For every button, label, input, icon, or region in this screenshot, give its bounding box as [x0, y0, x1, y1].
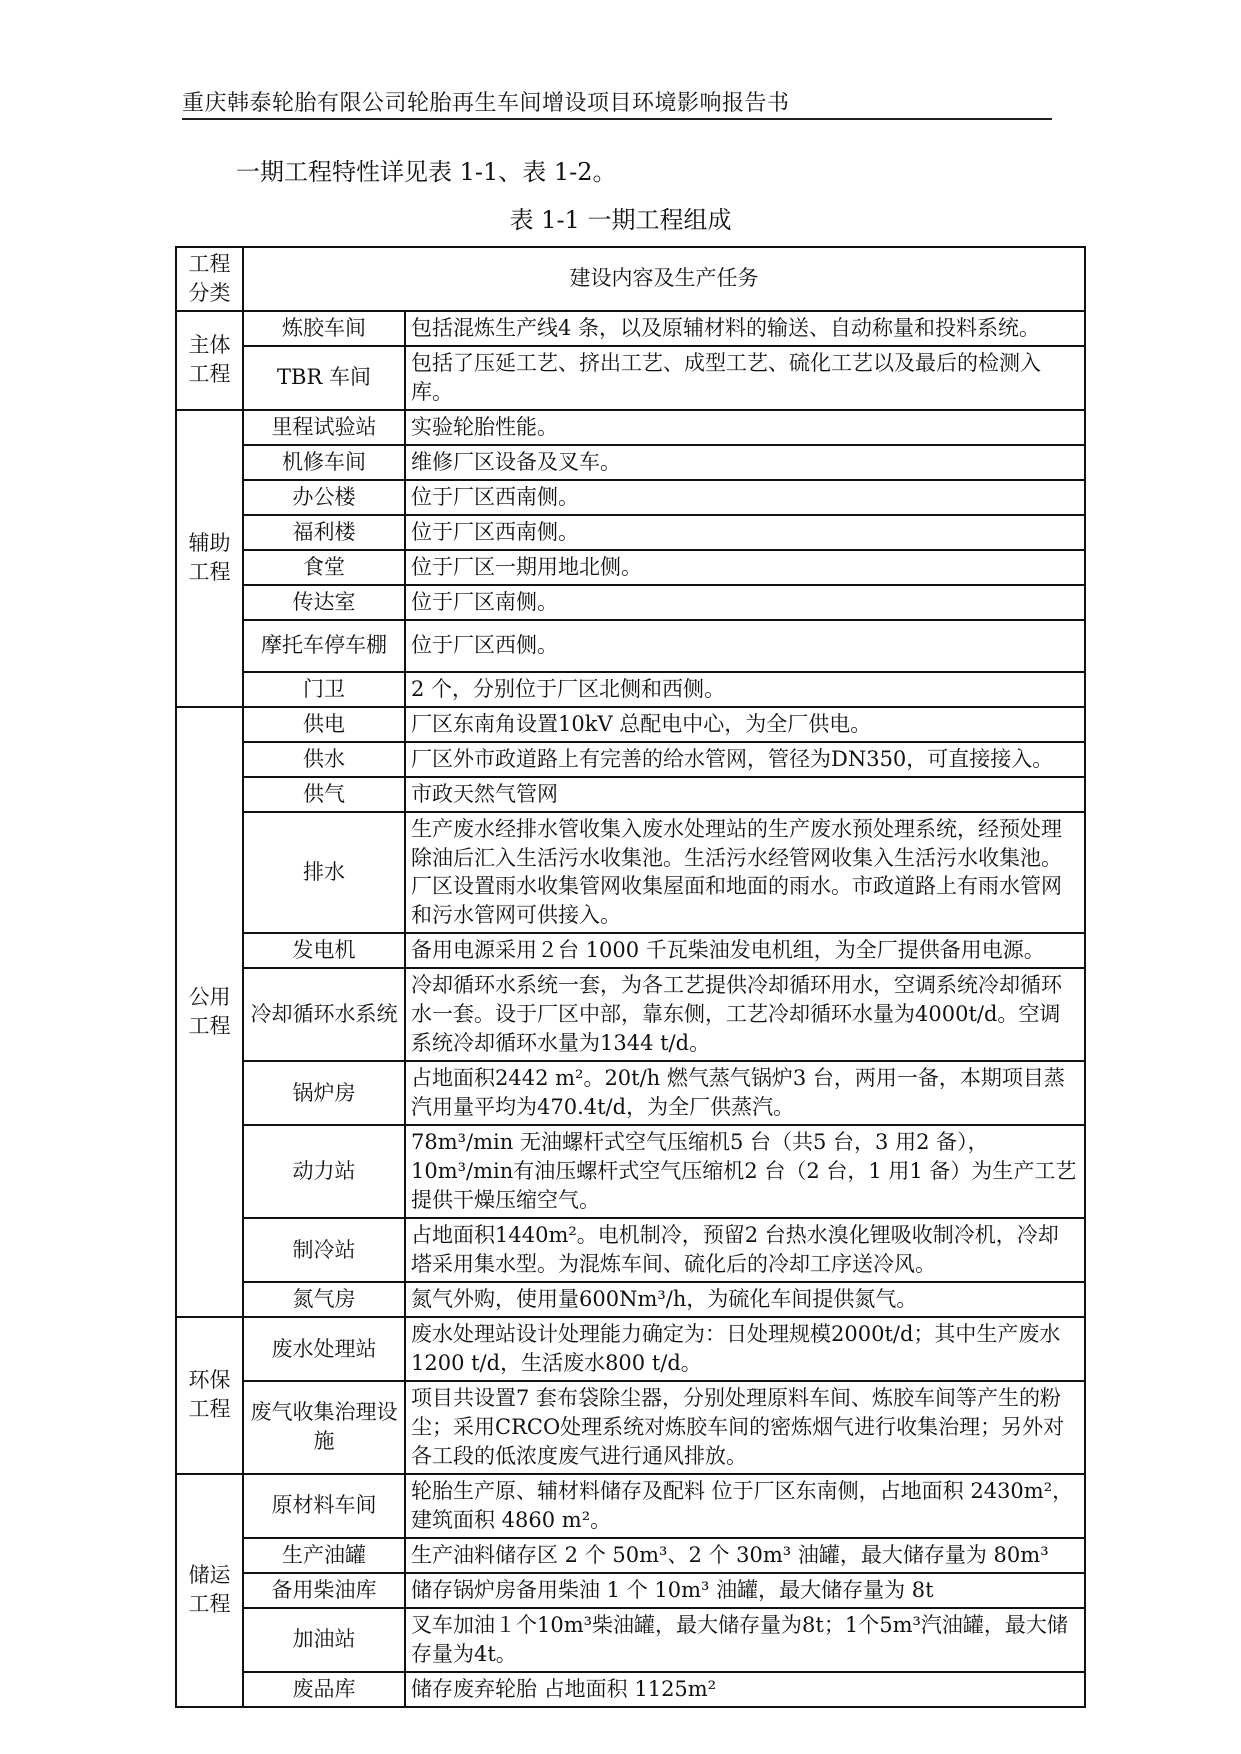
description-cell: 维修厂区设备及叉车。 — [405, 445, 1085, 480]
table-row — [176, 515, 1085, 550]
document-header: 重庆韩泰轮胎有限公司轮胎再生车间增设项目环境影响报告书 — [182, 91, 790, 116]
description-cell: 实验轮胎性能。 — [405, 410, 1085, 445]
table-row — [176, 585, 1085, 620]
item-cell: 备用柴油库 — [243, 1573, 405, 1608]
category-cell: 主体工程 — [176, 311, 243, 410]
category-cell: 环保工程 — [176, 1317, 243, 1474]
description-cell: 位于厂区南侧。 — [405, 585, 1085, 620]
description-cell: 位于厂区西南侧。 — [405, 515, 1085, 550]
item-cell: 传达室 — [243, 585, 405, 620]
table-row — [176, 968, 1085, 1061]
header-content-cell: 建设内容及生产任务 — [243, 247, 1085, 311]
item-cell: TBR 车间 — [243, 346, 405, 410]
item-cell: 废气收集治理设施 — [243, 1381, 405, 1474]
description-cell: 备用电源采用２台 1000 千瓦柴油发电机组，为全厂提供备用电源。 — [405, 933, 1085, 968]
description-cell: 2 个，分别位于厂区北侧和西侧。 — [405, 672, 1085, 707]
description-cell: 厂区外市政道路上有完善的给水管网，管径为DN350，可直接接入。 — [405, 742, 1085, 777]
item-cell: 废水处理站 — [243, 1317, 405, 1381]
table-row — [176, 1672, 1085, 1707]
category-cell: 辅助工程 — [176, 410, 243, 707]
description-cell: 占地面积1440m²。电机制冷，预留2 台热水溴化锂吸收制冷机，冷却塔采用集水型。为混炼车间、硫化后的冷却工序送冷风。 — [405, 1218, 1085, 1282]
table-row — [176, 933, 1085, 968]
description-cell: 包括混炼生产线4 条，以及原辅材料的输送、自动称量和投料系统。 — [405, 311, 1085, 346]
table-row — [176, 410, 1085, 445]
table-row — [176, 707, 1085, 742]
description-cell: 氮气外购，使用量600Nm³/h，为硫化车间提供氮气。 — [405, 1282, 1085, 1317]
item-cell: 里程试验站 — [243, 410, 405, 445]
table-body — [176, 247, 1085, 1707]
description-cell: 包括了压延工艺、挤出工艺、成型工艺、硫化工艺以及最后的检测入库。 — [405, 346, 1085, 410]
description-cell: 位于厂区西侧。 — [405, 620, 1085, 672]
item-cell: 锅炉房 — [243, 1061, 405, 1125]
item-cell: 福利楼 — [243, 515, 405, 550]
table-row — [176, 1317, 1085, 1381]
description-cell: 轮胎生产原、辅材料储存及配料 位于厂区东南侧，占地面积 2430m²，建筑面积 4860 m²。 — [405, 1474, 1085, 1538]
category-cell: 储运工程 — [176, 1474, 243, 1707]
table-row — [176, 311, 1085, 346]
description-cell: 厂区东南角设置10kV 总配电中心，为全厂供电。 — [405, 707, 1085, 742]
category-cell: 公用工程 — [176, 707, 243, 1317]
item-cell: 炼胶车间 — [243, 311, 405, 346]
table-row — [176, 1608, 1085, 1672]
table-row — [176, 672, 1085, 707]
item-cell: 办公楼 — [243, 480, 405, 515]
description-cell: 生产油料储存区 2 个 50m³、2 个 30m³ 油罐，最大储存量为 80m³ — [405, 1538, 1085, 1573]
description-cell: 78m³/min 无油螺杆式空气压缩机5 台（共5 台，3 用2 备），10m³/min有油压螺杆式空气压缩机2 台（2 台，1 用1 备）为生产工艺提供干燥压缩空气。 — [405, 1125, 1085, 1218]
description-cell: 生产废水经排水管收集入废水处理站的生产废水预处理系统，经预处理除油后汇入生活污水收集池。生活污水经管网收集入生活污水收集池。厂区设置雨水收集管网收集屋面和地面的雨水。市政道路上有雨水管网和污水管网可供接入。 — [405, 812, 1085, 934]
table-row — [176, 1061, 1085, 1125]
table-header-row — [176, 247, 1085, 311]
item-cell: 门卫 — [243, 672, 405, 707]
description-cell: 叉车加油１个10m³柴油罐，最大储存量为8t；1个5m³汽油罐，最大储存量为4t。 — [405, 1608, 1085, 1672]
table-row — [176, 1538, 1085, 1573]
description-cell: 占地面积2442 m²。20t/h 燃气蒸气锅炉3 台，两用一备，本期项目蒸汽用量平均为470.4t/d，为全厂供蒸汽。 — [405, 1061, 1085, 1125]
description-cell: 冷却循环水系统一套，为各工艺提供冷却循环用水，空调系统冷却循环水一套。设于厂区中部，靠东侧，工艺冷却循环水量为4000t/d。空调系统冷却循环水量为1344 t/d。 — [405, 968, 1085, 1061]
table-row — [176, 777, 1085, 812]
description-cell: 位于厂区一期用地北侧。 — [405, 550, 1085, 585]
item-cell: 制冷站 — [243, 1218, 405, 1282]
item-cell: 动力站 — [243, 1125, 405, 1218]
description-cell: 项目共设置7 套布袋除尘器，分别处理原料车间、炼胶车间等产生的粉尘；采用CRCO处理系统对炼胶车间的密炼烟气进行收集治理；另外对各工段的低浓度废气进行通风排放。 — [405, 1381, 1085, 1474]
table-row — [176, 550, 1085, 585]
table-row — [176, 480, 1085, 515]
item-cell: 食堂 — [243, 550, 405, 585]
item-cell: 供气 — [243, 777, 405, 812]
intro-text: 一期工程特性详见表 1-1、表 1-2。 — [236, 158, 617, 186]
description-cell: 储存废弃轮胎 占地面积 1125m² — [405, 1672, 1085, 1707]
item-cell: 排水 — [243, 812, 405, 934]
item-cell: 原材料车间 — [243, 1474, 405, 1538]
header-category-cell: 工程分类 — [176, 247, 243, 311]
item-cell: 加油站 — [243, 1608, 405, 1672]
table-row — [176, 1474, 1085, 1538]
item-cell: 机修车间 — [243, 445, 405, 480]
table-row — [176, 1125, 1085, 1218]
item-cell: 供水 — [243, 742, 405, 777]
item-cell: 供电 — [243, 707, 405, 742]
engineering-composition-table — [175, 246, 1086, 1708]
table-row — [176, 1282, 1085, 1317]
header-rule — [182, 118, 1052, 120]
item-cell: 废品库 — [243, 1672, 405, 1707]
item-cell: 发电机 — [243, 933, 405, 968]
table-row — [176, 1381, 1085, 1474]
table-row — [176, 1218, 1085, 1282]
item-cell: 冷却循环水系统 — [243, 968, 405, 1061]
table-caption: 表 1-1 一期工程组成 — [509, 206, 732, 234]
table-row — [176, 346, 1085, 410]
description-cell: 市政天然气管网 — [405, 777, 1085, 812]
table-row — [176, 445, 1085, 480]
item-cell: 氮气房 — [243, 1282, 405, 1317]
table-row — [176, 620, 1085, 672]
description-cell: 废水处理站设计处理能力确定为：日处理规模2000t/d；其中生产废水1200 t/d，生活废水800 t/d。 — [405, 1317, 1085, 1381]
item-cell: 摩托车停车棚 — [243, 620, 405, 672]
table-row — [176, 742, 1085, 777]
item-cell: 生产油罐 — [243, 1538, 405, 1573]
description-cell: 储存锅炉房备用柴油 1 个 10m³ 油罐，最大储存量为 8t — [405, 1573, 1085, 1608]
description-cell: 位于厂区西南侧。 — [405, 480, 1085, 515]
table-row — [176, 1573, 1085, 1608]
table-row — [176, 812, 1085, 934]
